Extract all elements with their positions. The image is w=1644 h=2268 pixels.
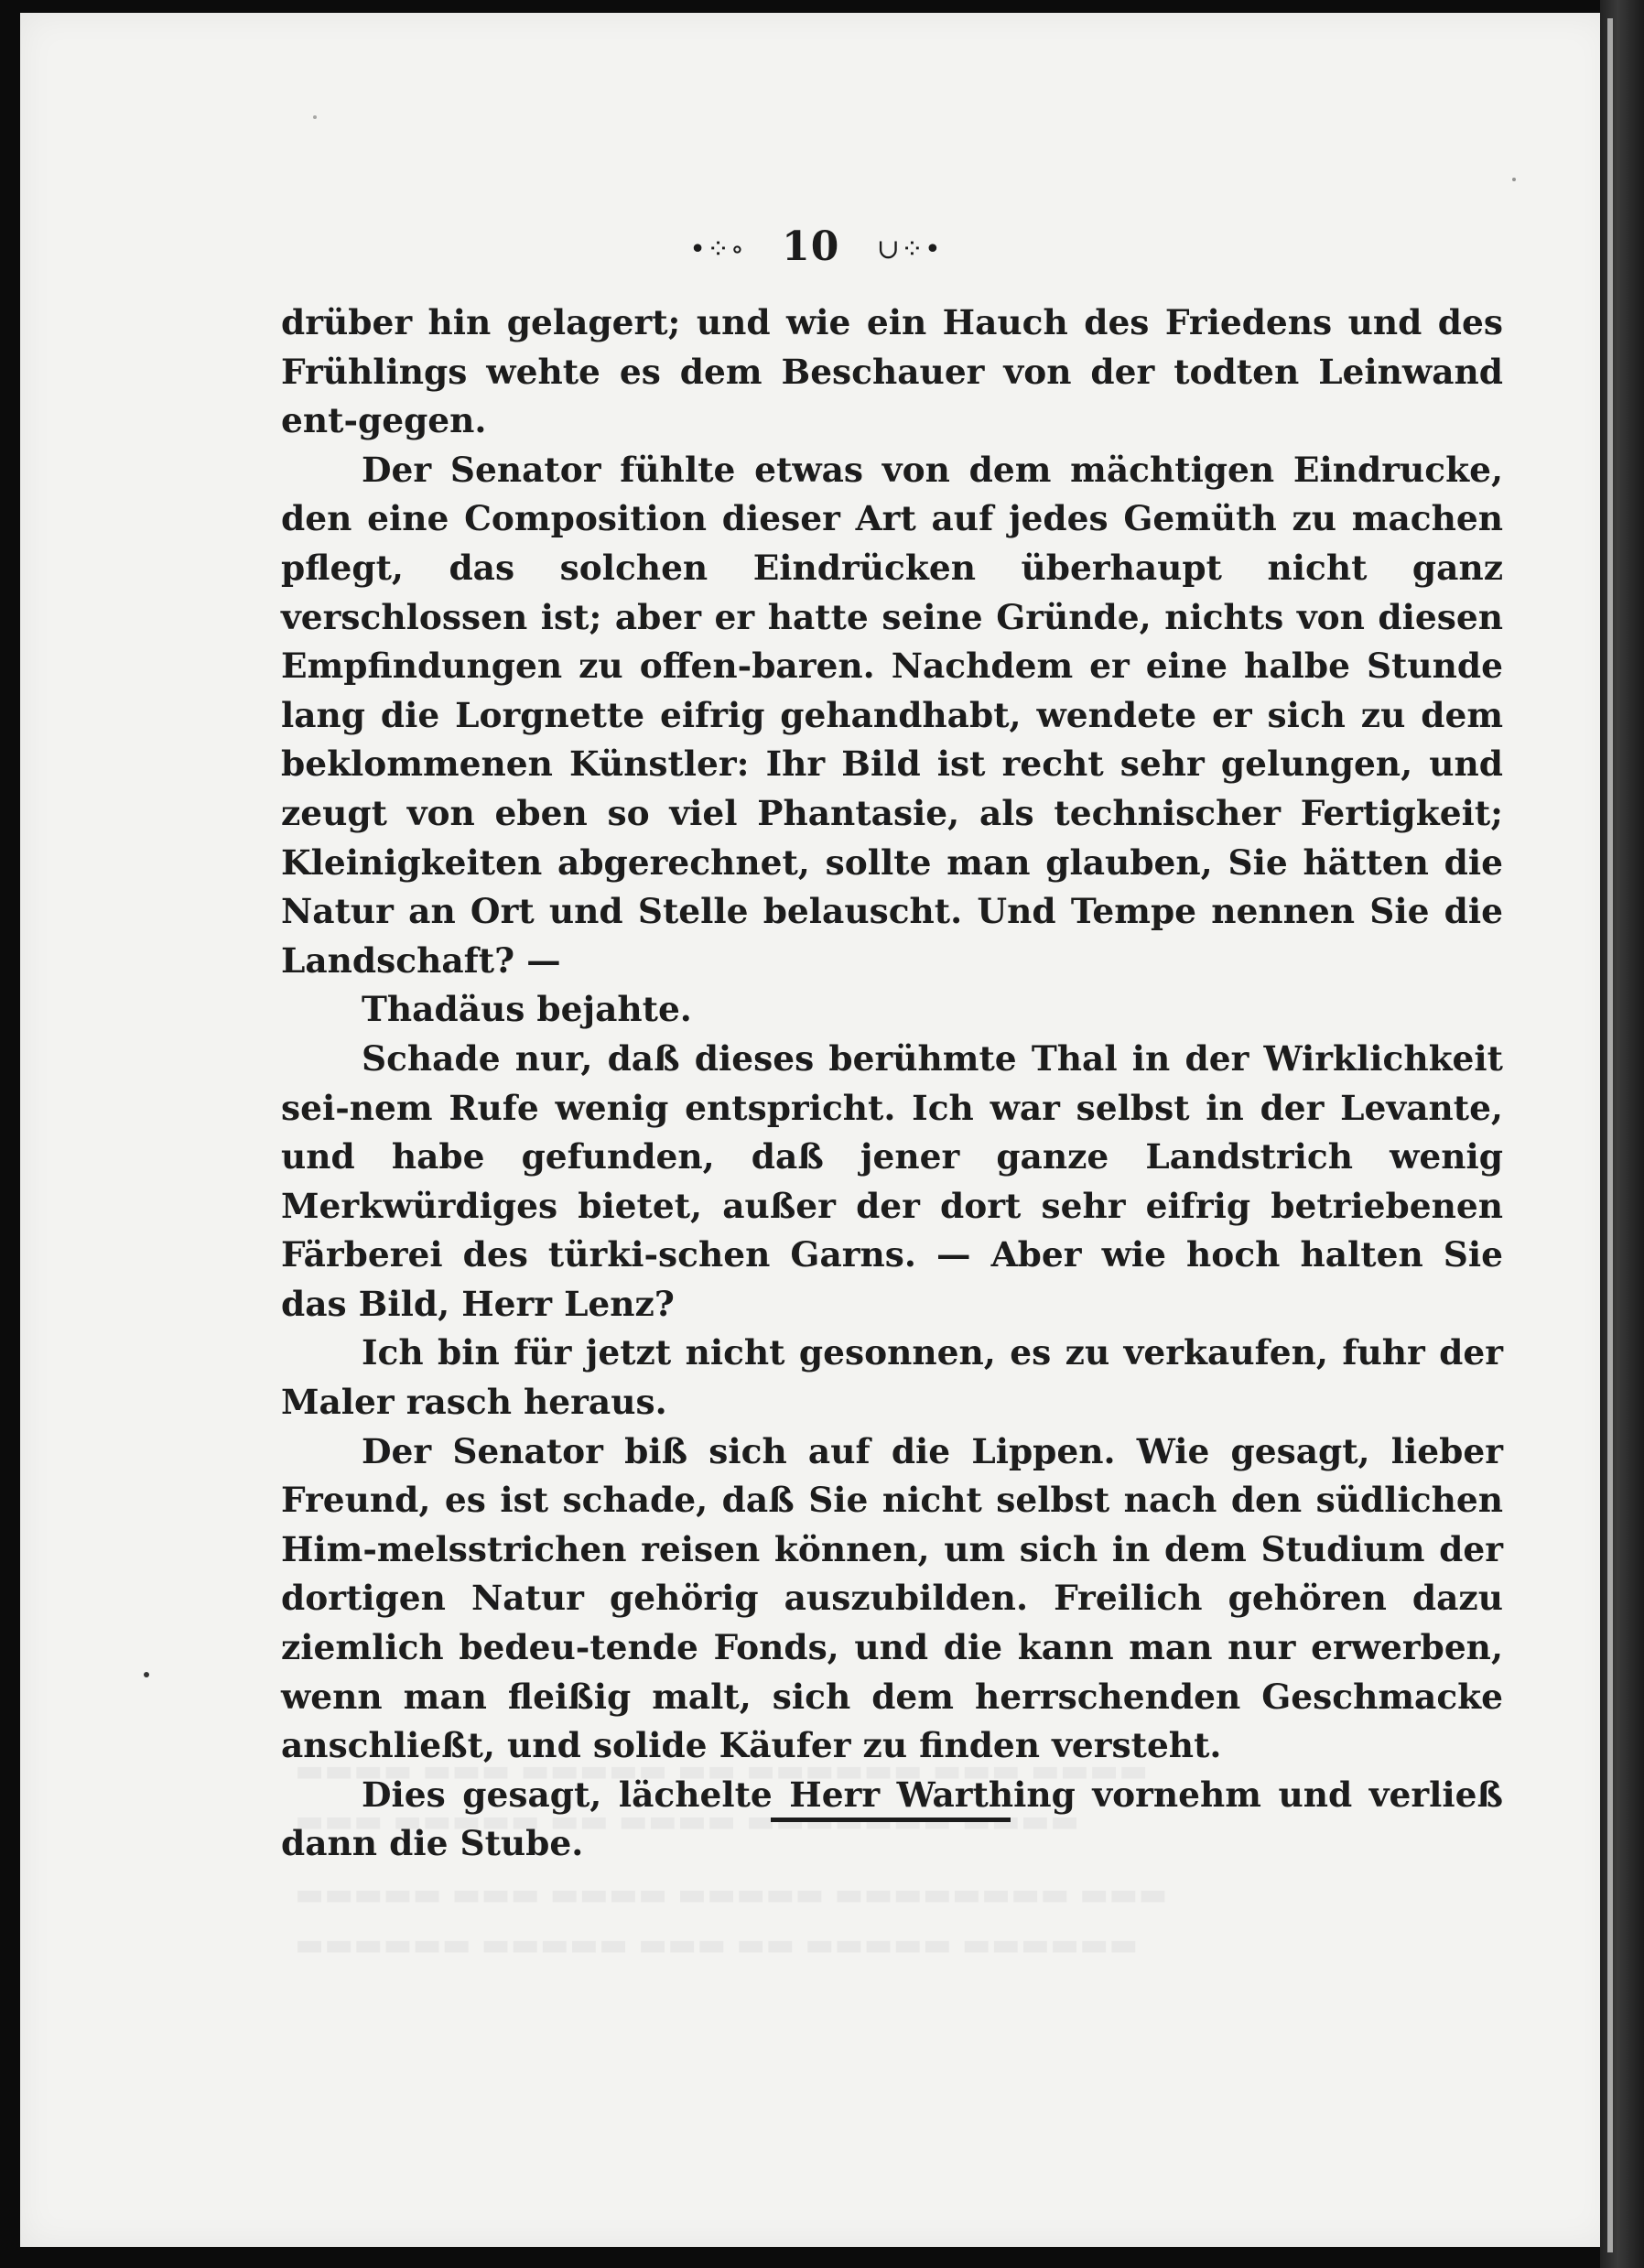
paragraph-3: Thadäus bejahte. [362, 989, 692, 1030]
left-ornament-icon: •⁘∘ [689, 233, 745, 266]
paragraph-7: Dies gesagt, lächelte Herr Warthing vornehm und verließ dann die Stube. [281, 1774, 1503, 1864]
page-header [20, 223, 1611, 270]
paper-speck [313, 115, 317, 119]
page-number: 10 [782, 223, 840, 270]
paragraph-6: Der Senator biß sich auf die Lippen. Wie gesagt, lieber Freund, es ist schade, daß Sie nicht selbst nach den südlichen Him-melsstrichen reisen können, um sich in dem Studium der dortigen Natur gehörig auszubilden. Freilich gehören dazu ziemlich bedeu-tende Fonds, und die kann man nur erwerben, wenn man fleißig malt, sich dem herrschenden Geschmacke anschließt, und solide Käufer zu finden versteht. [281, 1430, 1503, 1766]
bleed-through-line [295, 1876, 1393, 1913]
paragraph-5: Ich bin für jetzt nicht gesonnen, es zu verkaufen, fuhr der Maler rasch heraus. [281, 1332, 1503, 1423]
bleed-through-line [295, 1803, 1393, 1839]
bleed-through-line [295, 1926, 1393, 1963]
adjacent-page-edge [1600, 0, 1644, 2268]
paragraph-2: Der Senator fühlte etwas von dem mächtigen Eindrucke, den eine Composition dieser Art auf jedes Gemüth zu machen pflegt, das solchen Eindrücken überhaupt nicht ganz verschlossen ist; aber er hatte seine Gründe, nichts von diesen Empfindungen zu offen-baren. Nachdem er eine halbe Stunde lang die Lorgnette eifrig gehandhabt, wendete er sich zu dem beklommenen Künstler: Ihr Bild ist recht sehr gelungen, und zeugt von eben so viel Phantasie, als technischer Fertigkeit; Kleinigkeiten abgerechnet, sollte man glauben, Sie hätten die Natur an Ort und Stelle belauscht. Und Tempe nennen Sie die Landschaft? — [281, 449, 1503, 981]
paragraph-1: drüber hin gelagert; und wie ein Hauch des Friedens und des Frühlings wehte es dem Beschauer von der todten Leinwand ent-gegen. [281, 302, 1503, 441]
bleed-through-line [295, 1753, 1393, 1789]
right-ornament-icon: ∪⁘• [876, 233, 942, 266]
paper-speck [1512, 178, 1516, 181]
book-page [20, 13, 1611, 2247]
page-body [281, 298, 1503, 1869]
paper-speck [144, 1672, 149, 1677]
paragraph-4: Schade nur, daß dieses berühmte Thal in der Wirklichkeit sei-nem Rufe wenig entspricht. Ich war selbst in der Levante, und habe gefunden, daß jener ganze Landstrich wenig Merkwürdiges bietet, außer der dort sehr eifrig betriebenen Färberei des türki-schen Garns. — Aber wie hoch halten Sie das Bild, Herr Lenz? [281, 1037, 1503, 1324]
